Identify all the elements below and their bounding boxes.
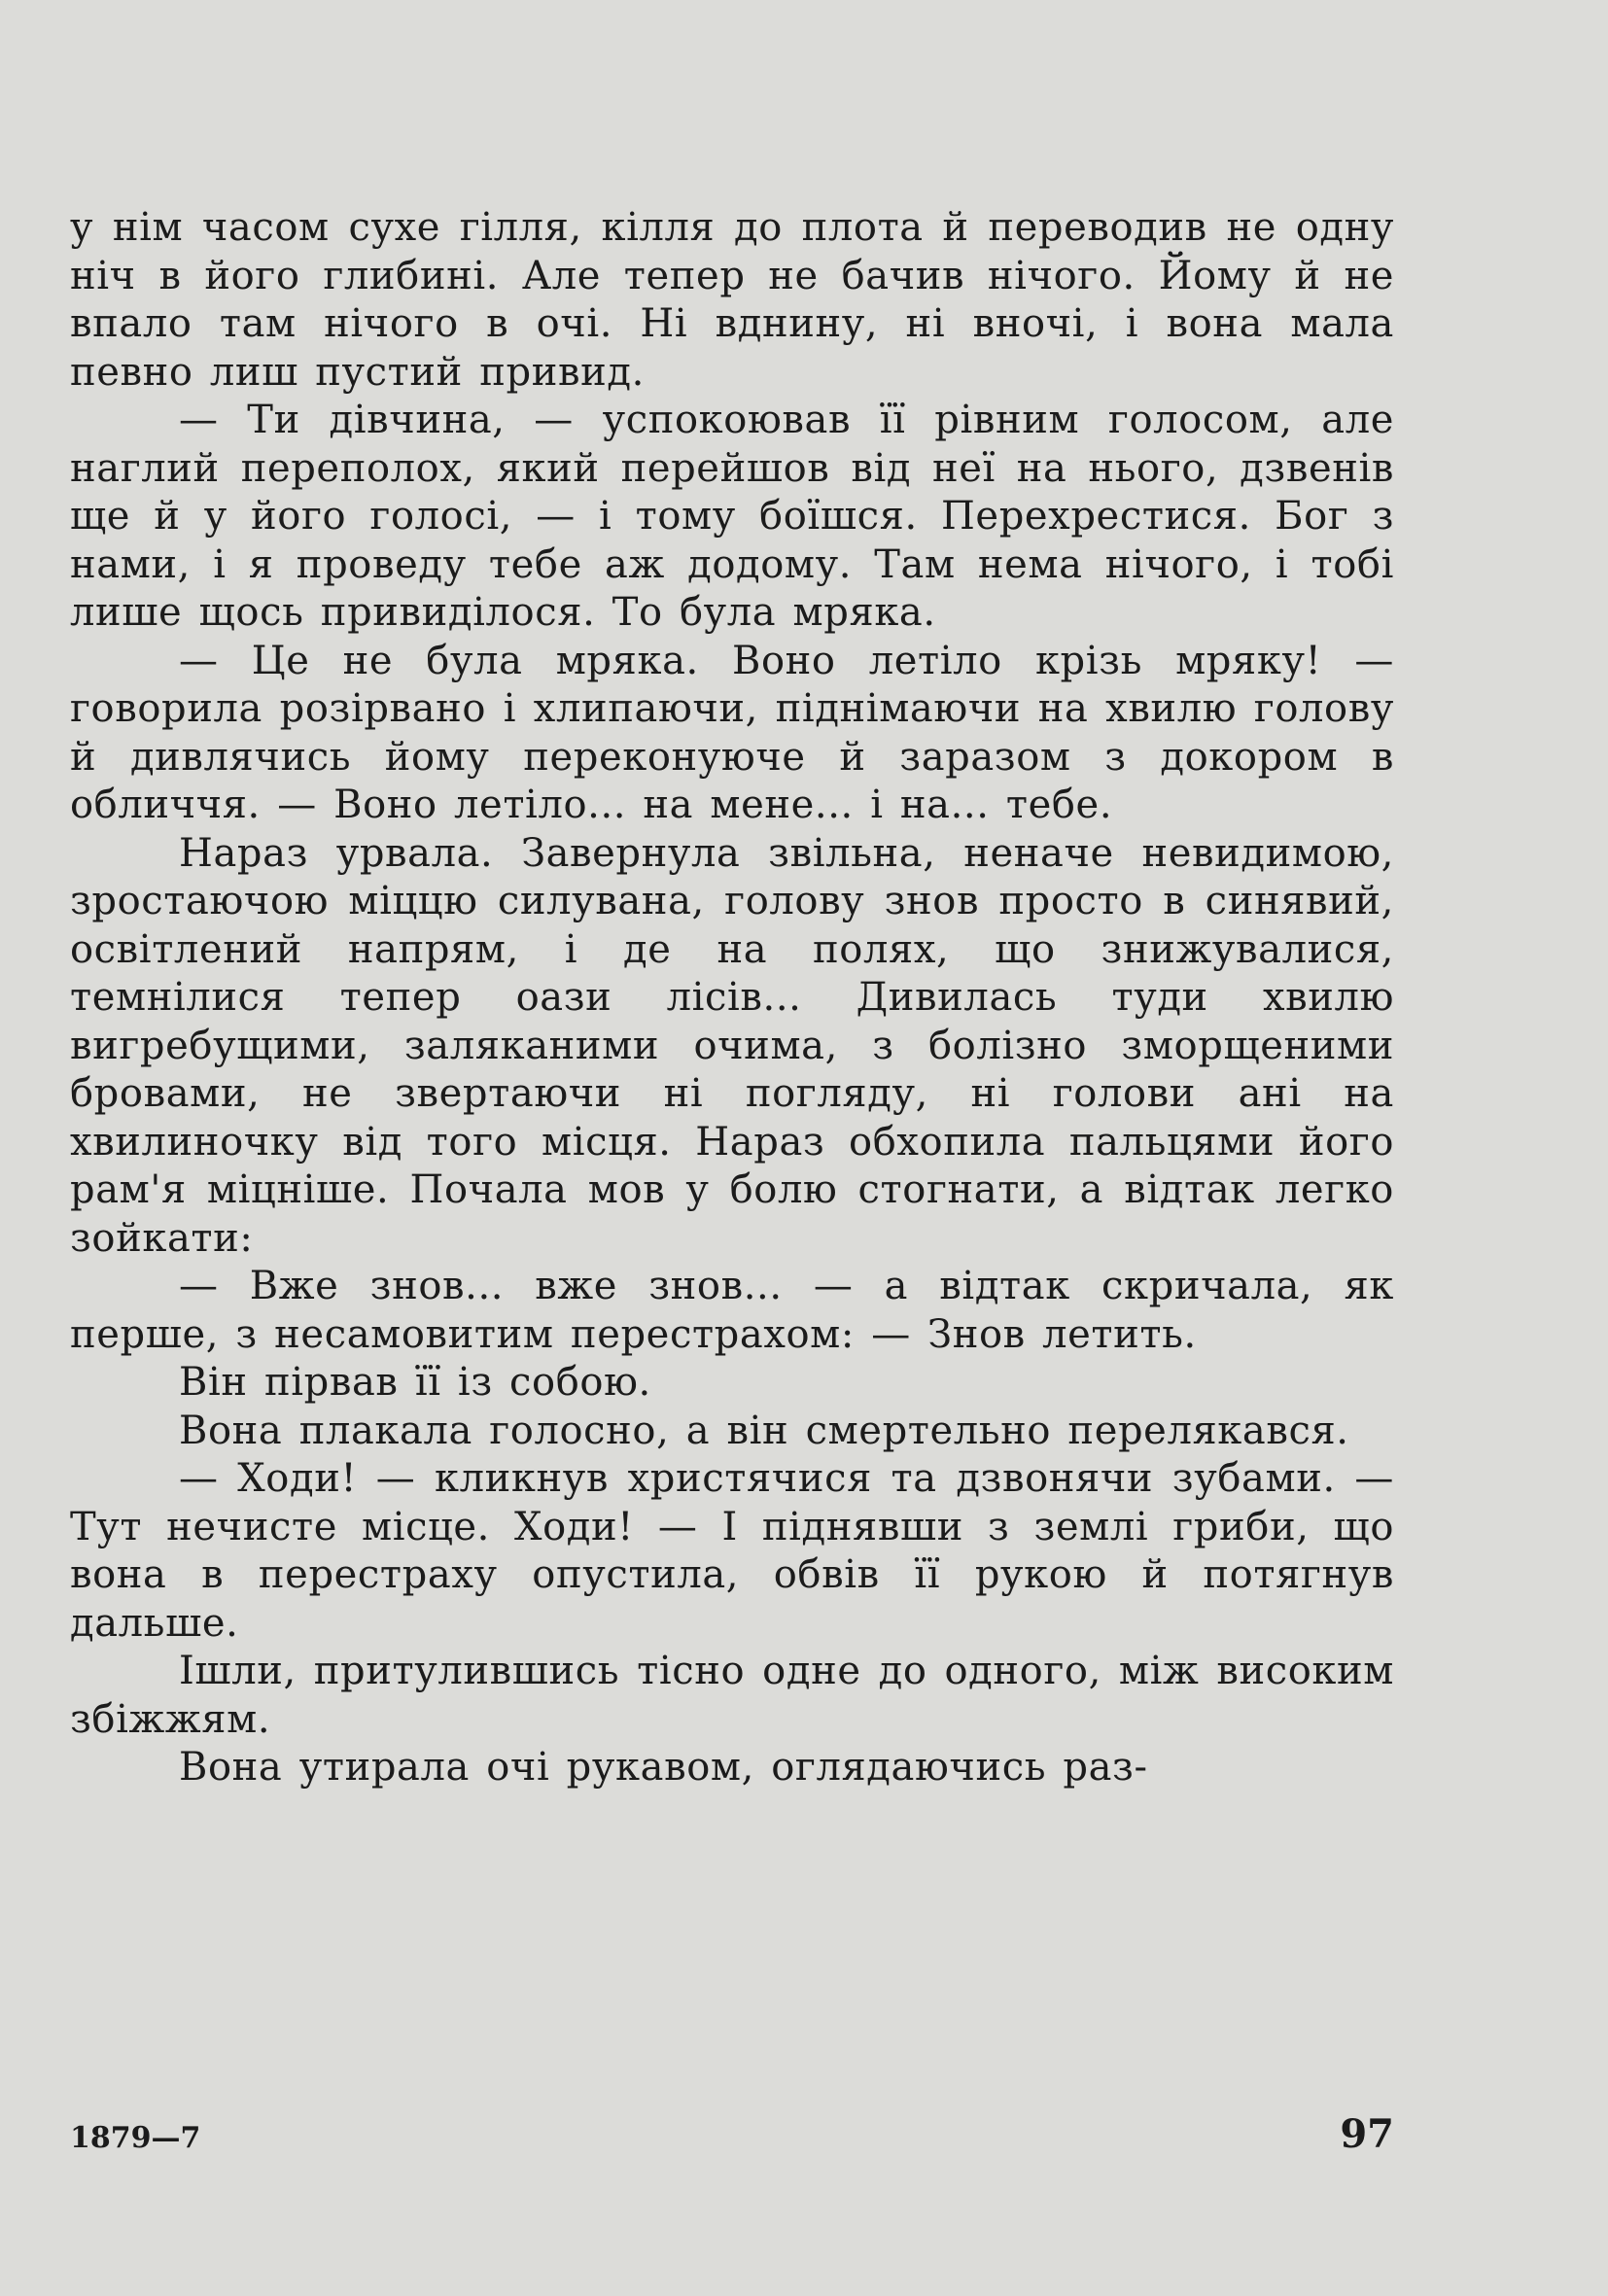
paragraph-10: Вона утирала очі рукавом, оглядаючись раз- [179,1745,1148,1790]
paragraph-7: Вона плакала голосно, а він смертельно перелякався. [179,1408,1349,1453]
body-text [70,204,1394,1792]
page-number: 97 [1340,2111,1394,2157]
paragraph-5: — Вже знов... вже знов... — а відтак скричала, як перше, з несамовитим перестрахом: — Знов летить. [70,1264,1394,1357]
paragraph-8: — Ходи! — кликнув христячися та дзвонячи зубами. — Тут нечисте місце. Ходи! — І піднявши з землі гриби, що вона в перестраху опустила, обвів її рукою й потягнув дальше. [70,1456,1394,1646]
paragraph-3: — Це не була мряка. Воно летіло крізь мряку! — говорила розірвано і хлипаючи, піднімаючи на хвилю голову й дивлячись йому переконуюче й заразом з докором в обличчя. — Воно летіло... на мене... і на... тебе. [70,638,1394,827]
paragraph-4: Нараз урвала. Завернула звільна, неначе невидимою, зростаючою міццю силувана, голову знов просто в синявий, освітлений напрям, і де на полях, що знижувалися, темнілися тепер оази лісів... Дивилась туди хвилю вигребущими, заляканими очима, з болізно зморщеними бровами, не звертаючи ні погляду, ні голови ані на хвилиночку від того місця. Нараз обхопила пальцями його рам'я міцніше. Почала мов у болю стогнати, а відтак легко зойкати: [70,830,1394,1261]
paragraph-1: у нім часом сухе гілля, кілля до плота й переводив не одну ніч в його глибині. Але тепер не бачив нічого. Йому й не впало там нічого в очі. Ні вднину, ні вночі, і вона мала певно лиш пустий привид. [70,205,1394,395]
paragraph-2: — Ти дівчина, — успокоював її рівним голосом, але наглий переполох, який перейшов від неї на нього, дзвенів ще й у його голосі, — і тому боїшся. Перехрестися. Бог з нами, і я проведу тебе аж додому. Там нема нічого, і тобі лише щось привиділося. То була мряка. [70,398,1394,635]
paragraph-6: Він пірвав її із собою. [179,1360,651,1405]
page-footer [70,2107,1394,2156]
printer-signature: 1879—7 [70,2121,201,2155]
paragraph-9: Ішли, притулившись тісно одне до одного, між високим збіжжям. [70,1649,1394,1742]
